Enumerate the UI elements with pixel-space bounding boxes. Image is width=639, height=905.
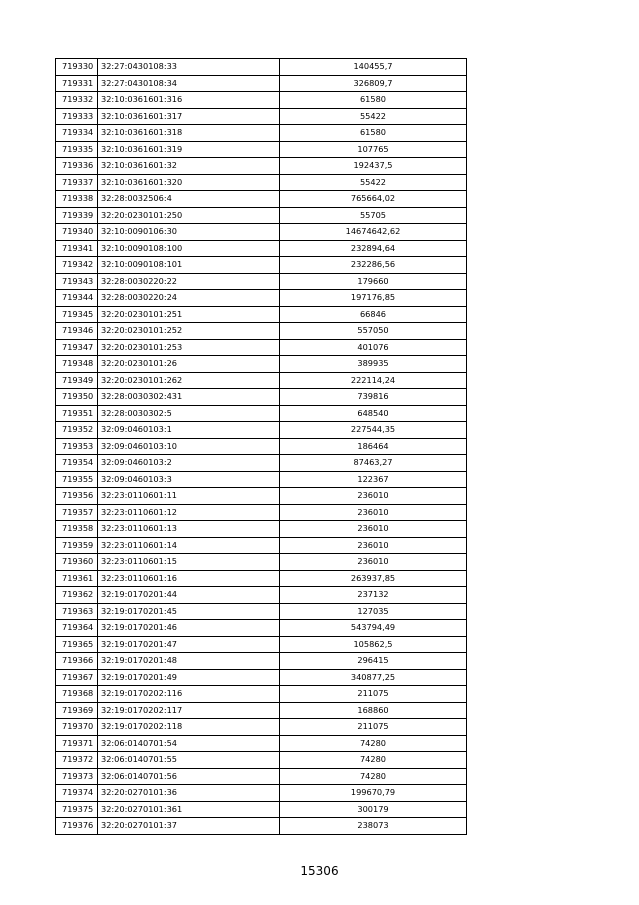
cadastral-number-cell: 32:09:0460103:1 xyxy=(98,422,280,439)
cadastral-number-cell: 32:19:0170202:117 xyxy=(98,702,280,719)
row-id-cell: 719359 xyxy=(56,537,98,554)
cadastral-number-cell: 32:06:0140701:56 xyxy=(98,768,280,785)
cadastral-number-cell: 32:20:0230101:252 xyxy=(98,323,280,340)
cadastral-number-cell: 32:19:0170201:45 xyxy=(98,603,280,620)
table-row xyxy=(56,488,467,505)
row-id-cell: 719339 xyxy=(56,207,98,224)
row-id-cell: 719373 xyxy=(56,768,98,785)
value-cell: 765664,02 xyxy=(280,191,467,208)
cadastral-number-cell: 32:20:0230101:251 xyxy=(98,306,280,323)
row-id-cell: 719336 xyxy=(56,158,98,175)
cadastral-number-cell: 32:19:0170202:118 xyxy=(98,719,280,736)
row-id-cell: 719367 xyxy=(56,669,98,686)
value-cell: 237132 xyxy=(280,587,467,604)
value-cell: 236010 xyxy=(280,521,467,538)
cadastral-number-cell: 32:10:0090108:100 xyxy=(98,240,280,257)
value-cell: 236010 xyxy=(280,554,467,571)
value-cell: 74280 xyxy=(280,752,467,769)
value-cell: 127035 xyxy=(280,603,467,620)
table-row xyxy=(56,818,467,835)
table-row xyxy=(56,801,467,818)
table-row xyxy=(56,141,467,158)
value-cell: 211075 xyxy=(280,719,467,736)
cadastral-number-cell: 32:27:0430108:33 xyxy=(98,59,280,76)
row-id-cell: 719351 xyxy=(56,405,98,422)
value-cell: 648540 xyxy=(280,405,467,422)
table-row xyxy=(56,603,467,620)
value-cell: 300179 xyxy=(280,801,467,818)
table-row xyxy=(56,108,467,125)
table-row xyxy=(56,438,467,455)
value-cell: 199670,79 xyxy=(280,785,467,802)
table-row xyxy=(56,768,467,785)
value-cell: 66846 xyxy=(280,306,467,323)
table-row xyxy=(56,471,467,488)
cadastral-number-cell: 32:09:0460103:2 xyxy=(98,455,280,472)
row-id-cell: 719369 xyxy=(56,702,98,719)
table-row xyxy=(56,389,467,406)
row-id-cell: 719331 xyxy=(56,75,98,92)
cadastral-number-cell: 32:10:0361601:32 xyxy=(98,158,280,175)
row-id-cell: 719348 xyxy=(56,356,98,373)
row-id-cell: 719342 xyxy=(56,257,98,274)
row-id-cell: 719363 xyxy=(56,603,98,620)
cadastral-number-cell: 32:28:0030302:5 xyxy=(98,405,280,422)
cadastral-number-cell: 32:20:0270101:361 xyxy=(98,801,280,818)
value-cell: 140455,7 xyxy=(280,59,467,76)
table-row xyxy=(56,290,467,307)
row-id-cell: 719350 xyxy=(56,389,98,406)
data-table xyxy=(55,58,467,835)
value-cell: 186464 xyxy=(280,438,467,455)
value-cell: 739816 xyxy=(280,389,467,406)
cadastral-number-cell: 32:09:0460103:3 xyxy=(98,471,280,488)
value-cell: 222114,24 xyxy=(280,372,467,389)
table-row xyxy=(56,125,467,142)
cadastral-number-cell: 32:10:0361601:320 xyxy=(98,174,280,191)
row-id-cell: 719352 xyxy=(56,422,98,439)
value-cell: 543794,49 xyxy=(280,620,467,637)
row-id-cell: 719358 xyxy=(56,521,98,538)
table-row xyxy=(56,570,467,587)
value-cell: 557050 xyxy=(280,323,467,340)
value-cell: 107765 xyxy=(280,141,467,158)
table-row xyxy=(56,719,467,736)
cadastral-number-cell: 32:06:0140701:55 xyxy=(98,752,280,769)
cadastral-number-cell: 32:19:0170201:48 xyxy=(98,653,280,670)
table-body xyxy=(56,59,467,835)
value-cell: 61580 xyxy=(280,92,467,109)
value-cell: 326809,7 xyxy=(280,75,467,92)
cadastral-number-cell: 32:23:0110601:16 xyxy=(98,570,280,587)
row-id-cell: 719354 xyxy=(56,455,98,472)
row-id-cell: 719361 xyxy=(56,570,98,587)
table-row xyxy=(56,174,467,191)
table-row xyxy=(56,653,467,670)
value-cell: 55422 xyxy=(280,108,467,125)
cadastral-number-cell: 32:28:0030220:24 xyxy=(98,290,280,307)
value-cell: 263937,85 xyxy=(280,570,467,587)
cadastral-number-cell: 32:19:0170202:116 xyxy=(98,686,280,703)
table-row xyxy=(56,702,467,719)
value-cell: 340877,25 xyxy=(280,669,467,686)
value-cell: 14674642,62 xyxy=(280,224,467,241)
row-id-cell: 719371 xyxy=(56,735,98,752)
value-cell: 296415 xyxy=(280,653,467,670)
table-row xyxy=(56,339,467,356)
cadastral-number-cell: 32:10:0090106:30 xyxy=(98,224,280,241)
table-row xyxy=(56,372,467,389)
cadastral-number-cell: 32:09:0460103:10 xyxy=(98,438,280,455)
cadastral-number-cell: 32:20:0230101:26 xyxy=(98,356,280,373)
table-row xyxy=(56,669,467,686)
cadastral-number-cell: 32:19:0170201:47 xyxy=(98,636,280,653)
cadastral-number-cell: 32:19:0170201:46 xyxy=(98,620,280,637)
table-row xyxy=(56,356,467,373)
table-row xyxy=(56,191,467,208)
row-id-cell: 719330 xyxy=(56,59,98,76)
table-row xyxy=(56,75,467,92)
cadastral-number-cell: 32:10:0361601:317 xyxy=(98,108,280,125)
row-id-cell: 719337 xyxy=(56,174,98,191)
cadastral-number-cell: 32:23:0110601:14 xyxy=(98,537,280,554)
row-id-cell: 719332 xyxy=(56,92,98,109)
table-row xyxy=(56,207,467,224)
cadastral-number-cell: 32:20:0230101:250 xyxy=(98,207,280,224)
value-cell: 55705 xyxy=(280,207,467,224)
row-id-cell: 719346 xyxy=(56,323,98,340)
table-row xyxy=(56,785,467,802)
value-cell: 389935 xyxy=(280,356,467,373)
cadastral-number-cell: 32:20:0230101:262 xyxy=(98,372,280,389)
value-cell: 236010 xyxy=(280,488,467,505)
page-number: 15306 xyxy=(300,864,339,878)
cadastral-number-cell: 32:10:0361601:316 xyxy=(98,92,280,109)
row-id-cell: 719366 xyxy=(56,653,98,670)
row-id-cell: 719347 xyxy=(56,339,98,356)
cadastral-number-cell: 32:10:0361601:319 xyxy=(98,141,280,158)
table-row xyxy=(56,636,467,653)
value-cell: 168860 xyxy=(280,702,467,719)
cadastral-number-cell: 32:28:0032506:4 xyxy=(98,191,280,208)
cadastral-number-cell: 32:23:0110601:15 xyxy=(98,554,280,571)
value-cell: 61580 xyxy=(280,125,467,142)
row-id-cell: 719360 xyxy=(56,554,98,571)
cadastral-number-cell: 32:06:0140701:54 xyxy=(98,735,280,752)
table-row xyxy=(56,752,467,769)
row-id-cell: 719338 xyxy=(56,191,98,208)
value-cell: 211075 xyxy=(280,686,467,703)
cadastral-number-cell: 32:23:0110601:13 xyxy=(98,521,280,538)
value-cell: 105862,5 xyxy=(280,636,467,653)
cadastral-number-cell: 32:23:0110601:12 xyxy=(98,504,280,521)
table-row xyxy=(56,240,467,257)
value-cell: 197176,85 xyxy=(280,290,467,307)
value-cell: 55422 xyxy=(280,174,467,191)
table-row xyxy=(56,323,467,340)
table-row xyxy=(56,158,467,175)
table-row xyxy=(56,537,467,554)
row-id-cell: 719365 xyxy=(56,636,98,653)
value-cell: 74280 xyxy=(280,735,467,752)
row-id-cell: 719334 xyxy=(56,125,98,142)
table-row xyxy=(56,273,467,290)
value-cell: 238073 xyxy=(280,818,467,835)
value-cell: 236010 xyxy=(280,504,467,521)
cadastral-number-cell: 32:10:0090108:101 xyxy=(98,257,280,274)
row-id-cell: 719364 xyxy=(56,620,98,637)
row-id-cell: 719357 xyxy=(56,504,98,521)
table-row xyxy=(56,504,467,521)
value-cell: 192437,5 xyxy=(280,158,467,175)
value-cell: 401076 xyxy=(280,339,467,356)
row-id-cell: 719375 xyxy=(56,801,98,818)
row-id-cell: 719343 xyxy=(56,273,98,290)
cadastral-number-cell: 32:10:0361601:318 xyxy=(98,125,280,142)
table-row xyxy=(56,686,467,703)
cadastral-number-cell: 32:19:0170201:44 xyxy=(98,587,280,604)
table-row xyxy=(56,587,467,604)
row-id-cell: 719353 xyxy=(56,438,98,455)
row-id-cell: 719356 xyxy=(56,488,98,505)
value-cell: 87463,27 xyxy=(280,455,467,472)
row-id-cell: 719344 xyxy=(56,290,98,307)
cadastral-number-cell: 32:20:0230101:253 xyxy=(98,339,280,356)
row-id-cell: 719341 xyxy=(56,240,98,257)
cadastral-number-cell: 32:20:0270101:36 xyxy=(98,785,280,802)
row-id-cell: 719370 xyxy=(56,719,98,736)
value-cell: 122367 xyxy=(280,471,467,488)
table-row xyxy=(56,92,467,109)
cadastral-number-cell: 32:19:0170201:49 xyxy=(98,669,280,686)
cadastral-number-cell: 32:28:0030302:431 xyxy=(98,389,280,406)
table-row xyxy=(56,455,467,472)
table-row xyxy=(56,405,467,422)
row-id-cell: 719376 xyxy=(56,818,98,835)
row-id-cell: 719345 xyxy=(56,306,98,323)
row-id-cell: 719333 xyxy=(56,108,98,125)
row-id-cell: 719355 xyxy=(56,471,98,488)
cadastral-number-cell: 32:23:0110601:11 xyxy=(98,488,280,505)
cadastral-number-cell: 32:20:0270101:37 xyxy=(98,818,280,835)
row-id-cell: 719335 xyxy=(56,141,98,158)
table-row xyxy=(56,224,467,241)
row-id-cell: 719374 xyxy=(56,785,98,802)
row-id-cell: 719362 xyxy=(56,587,98,604)
value-cell: 179660 xyxy=(280,273,467,290)
table-row xyxy=(56,554,467,571)
table-row xyxy=(56,257,467,274)
value-cell: 227544,35 xyxy=(280,422,467,439)
value-cell: 236010 xyxy=(280,537,467,554)
table-row xyxy=(56,59,467,76)
table-row xyxy=(56,422,467,439)
value-cell: 232894,64 xyxy=(280,240,467,257)
value-cell: 232286,56 xyxy=(280,257,467,274)
cadastral-number-cell: 32:27:0430108:34 xyxy=(98,75,280,92)
row-id-cell: 719372 xyxy=(56,752,98,769)
table-row xyxy=(56,735,467,752)
cadastral-number-cell: 32:28:0030220:22 xyxy=(98,273,280,290)
row-id-cell: 719340 xyxy=(56,224,98,241)
table-row xyxy=(56,521,467,538)
table-row xyxy=(56,620,467,637)
table-row xyxy=(56,306,467,323)
row-id-cell: 719349 xyxy=(56,372,98,389)
value-cell: 74280 xyxy=(280,768,467,785)
row-id-cell: 719368 xyxy=(56,686,98,703)
